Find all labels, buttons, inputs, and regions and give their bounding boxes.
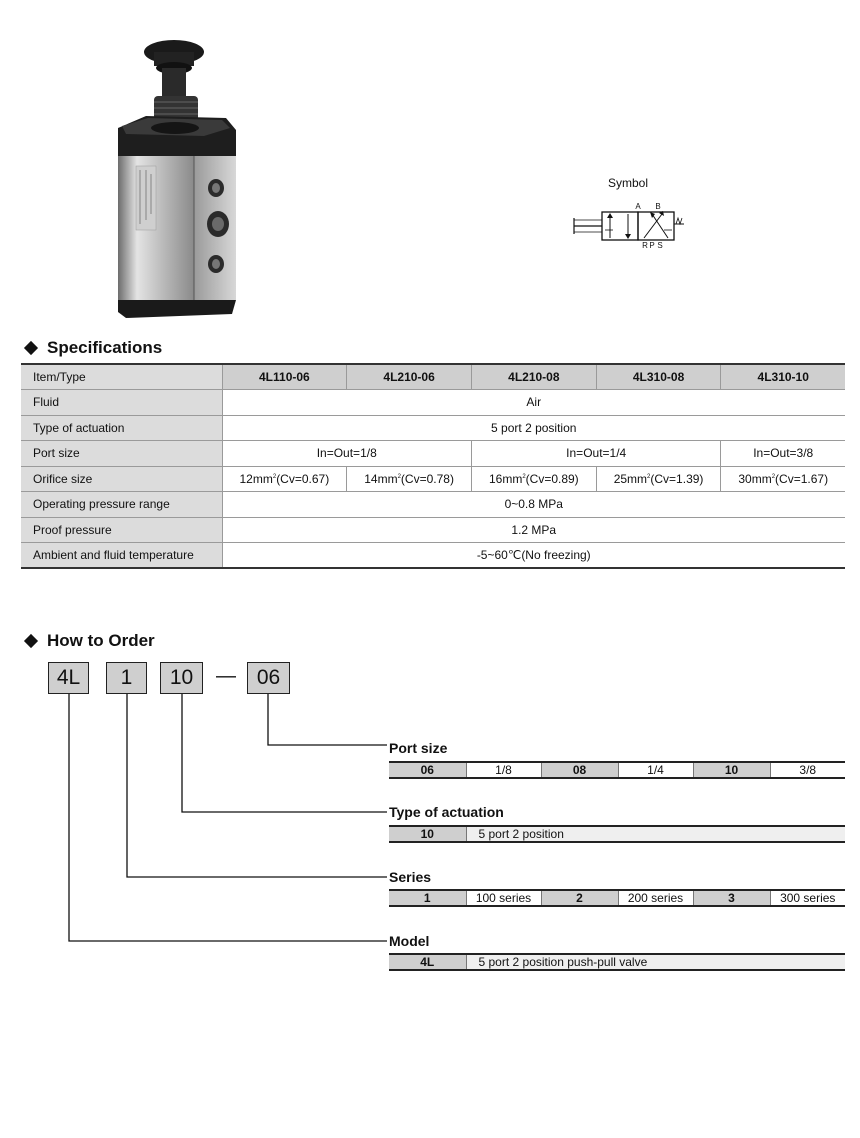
diamond-bullet-icon [24,634,38,648]
option-desc: 1/4 [618,762,693,778]
temperature-value: -5~60℃(No freezing) [222,543,845,569]
option-code: 1 [389,890,466,906]
table-row [21,441,845,467]
port-size-value: In=Out=1/4 [471,441,720,467]
port-size-title: Port size [389,740,448,756]
table-row [21,466,845,492]
type-header: 4L310-10 [721,364,845,390]
specifications-heading-text: Specifications [47,338,163,357]
row-label-actuation: Type of actuation [21,415,222,441]
type-header: 4L110-06 [222,364,347,390]
table-row [21,390,845,416]
actuation-title: Type of actuation [389,804,504,820]
table-row [21,543,845,569]
port-letter-s: S [657,241,663,250]
code-box-series: 1 [106,662,147,694]
fluid-value: Air [222,390,845,416]
row-label-operating-pressure: Operating pressure range [21,492,222,518]
option-code: 08 [541,762,618,778]
row-label-fluid: Fluid [21,390,222,416]
code-box-actuation: 10 [160,662,203,694]
table-row [21,415,845,441]
specifications-table [21,363,845,569]
option-desc: 5 port 2 position push-pull valve [466,954,845,970]
option-desc: 200 series [618,890,693,906]
code-box-model: 4L [48,662,89,694]
type-header: 4L210-06 [347,364,472,390]
how-to-order-heading-text: How to Order [47,631,155,650]
option-code: 4L [389,954,466,970]
option-desc: 3/8 [770,762,845,778]
option-desc: 300 series [770,890,845,906]
option-desc: 1/8 [466,762,541,778]
option-desc: 5 port 2 position [466,826,845,842]
option-code: 06 [389,762,466,778]
option-desc: 100 series [466,890,541,906]
actuation-options-table [389,825,845,843]
port-letter-a: A [635,202,641,211]
code-dash: — [216,665,236,687]
option-code: 10 [389,826,466,842]
table-row [389,890,845,906]
option-code: 3 [693,890,770,906]
type-header: 4L210-08 [471,364,596,390]
option-code: 10 [693,762,770,778]
model-options-table [389,953,845,971]
port-size-value: In=Out=1/8 [222,441,471,467]
valve-product-photo [96,38,244,320]
model-title: Model [389,933,430,949]
table-row [389,826,845,842]
valve-schematic-symbol [572,200,688,250]
diamond-bullet-icon [24,341,38,355]
type-header: 4L310-08 [596,364,721,390]
row-label-proof-pressure: Proof pressure [21,517,222,543]
code-box-port-size: 06 [247,662,290,694]
row-label-item-type: Item/Type [21,364,222,390]
port-letter-b: B [655,202,661,211]
orifice-value: $16mm^2(Cv=0.89)$ [471,466,596,492]
orifice-value: $12mm^2(Cv=0.67)$ [222,466,347,492]
table-row [389,762,845,778]
orifice-value: $14mm^2(Cv=0.78)$ [347,466,472,492]
table-row [21,364,845,390]
orifice-value: $25mm^2(Cv=1.39)$ [596,466,721,492]
table-row [21,517,845,543]
option-code: 2 [541,890,618,906]
symbol-label: Symbol [608,176,649,190]
how-to-order-heading [22,631,155,651]
specifications-heading [22,338,162,358]
series-title: Series [389,869,432,885]
table-row [21,492,845,518]
port-letter-p: P [649,241,655,250]
proof-pressure-value: 1.2 MPa [222,517,845,543]
operating-pressure-value: 0~0.8 MPa [222,492,845,518]
actuation-value: 5 port 2 position [222,415,845,441]
row-label-port-size: Port size [21,441,222,467]
table-row [389,954,845,970]
row-label-temperature: Ambient and fluid temperature [21,543,222,569]
port-size-options-table [389,761,845,779]
port-size-value: In=Out=3/8 [721,441,845,467]
port-letter-r: R [642,241,648,250]
row-label-orifice: Orifice size [21,466,222,492]
series-options-table [389,889,845,907]
orifice-value: $30mm^2(Cv=1.67)$ [721,466,845,492]
